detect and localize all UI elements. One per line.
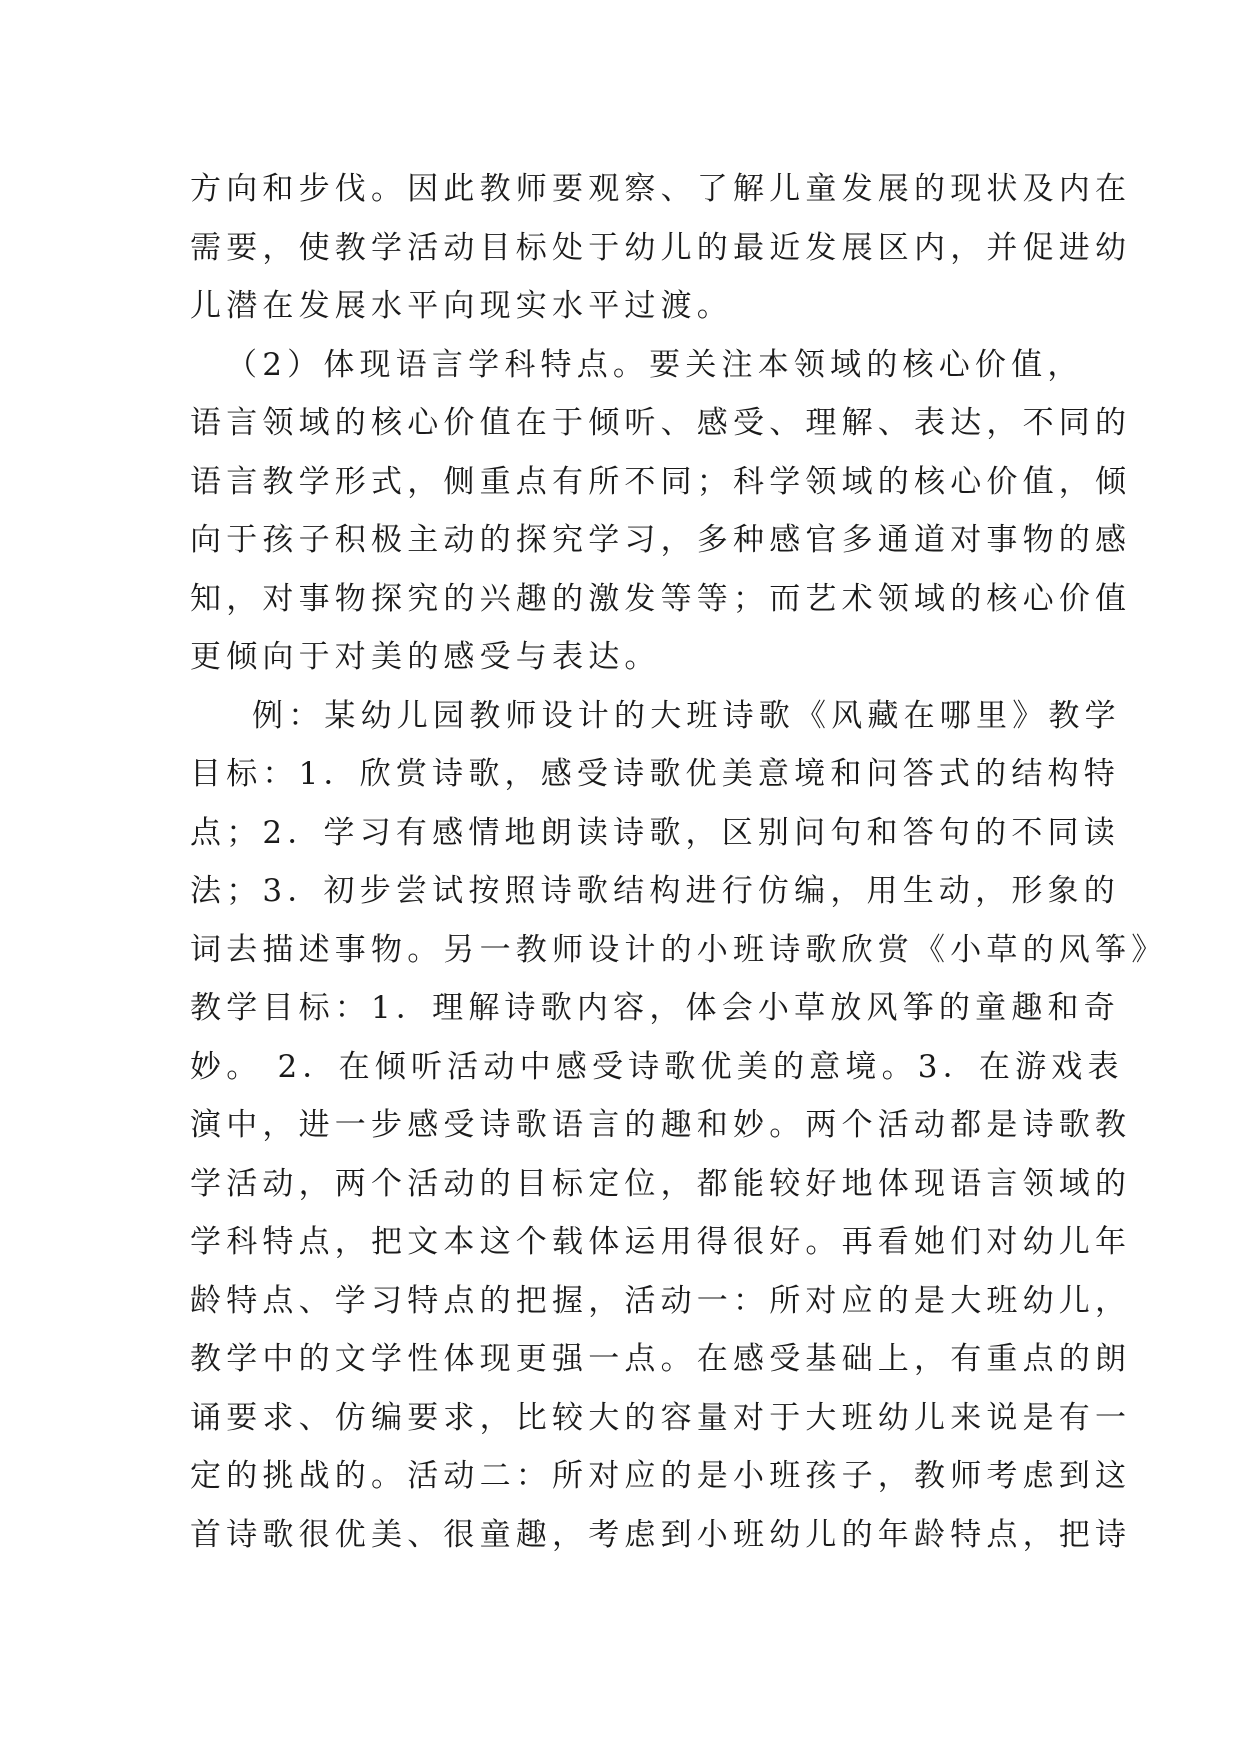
- text-line: 点；2．学习有感情地朗读诗歌，区别问句和答句的不同读: [190, 814, 1120, 851]
- text-line: 语言教学形式，侧重点有所不同；科学领域的核心价值，倾: [190, 463, 1132, 500]
- text-line: 例：某幼儿园教师设计的大班诗歌《风藏在哪里》教学: [252, 697, 1121, 734]
- text-line: 向于孩子积极主动的探究学习，多种感官多通道对事物的感: [190, 522, 1132, 558]
- text-line: 妙。 2．在倾听活动中感受诗歌优美的意境。3．在游戏表: [190, 1048, 1124, 1085]
- text-line: 法；3．初步尝试按照诗歌结构进行仿编，用生动，形象的: [190, 873, 1120, 909]
- text-line: 需要，使教学活动目标处于幼儿的最近发展区内，并促进幼: [190, 229, 1132, 266]
- text-line: 首诗歌很优美、很童趣，考虑到小班幼儿的年龄特点，把诗: [190, 1516, 1132, 1553]
- text-line: 诵要求、仿编要求，比较大的容量对于大班幼儿来说是有一: [190, 1399, 1132, 1436]
- text-line: 教学中的文学性体现更强一点。在感受基础上，有重点的朗: [190, 1341, 1132, 1377]
- text-line: 儿潜在发展水平向现实水平过渡。: [190, 288, 733, 324]
- text-line: 知，对事物探究的兴趣的激发等等；而艺术领域的核心价值: [190, 580, 1132, 617]
- text-line: 定的挑战的。活动二：所对应的是小班孩子，教师考虑到这: [190, 1458, 1132, 1494]
- document-body: [190, 160, 1168, 1564]
- text-line: 词去描述事物。另一教师设计的小班诗歌欣赏《小草的风筝》: [190, 931, 1168, 968]
- text-line: 语言领域的核心价值在于倾听、感受、理解、表达，不同的: [190, 405, 1132, 441]
- text-line: 更倾向于对美的感受与表达。: [190, 639, 661, 675]
- text-line: 教学目标：1．理解诗歌内容，体会小草放风筝的童趣和奇: [190, 990, 1120, 1026]
- text-line: 演中，进一步感受诗歌语言的趣和妙。两个活动都是诗歌教: [190, 1107, 1132, 1143]
- text-line: 学科特点，把文本这个载体运用得很好。再看她们对幼儿年: [190, 1224, 1132, 1260]
- text-line: 方向和步伐。因此教师要观察、了解儿童发展的现状及内在: [190, 171, 1132, 207]
- text-line: 龄特点、学习特点的把握，活动一：所对应的是大班幼儿，: [190, 1282, 1132, 1319]
- text-line: 学活动，两个活动的目标定位，都能较好地体现语言领域的: [190, 1165, 1132, 1202]
- text-line: （2）体现语言学科特点。要关注本领域的核心价值，: [226, 346, 1084, 383]
- text-line: 目标：1．欣赏诗歌，感受诗歌优美意境和问答式的结构特: [190, 756, 1120, 792]
